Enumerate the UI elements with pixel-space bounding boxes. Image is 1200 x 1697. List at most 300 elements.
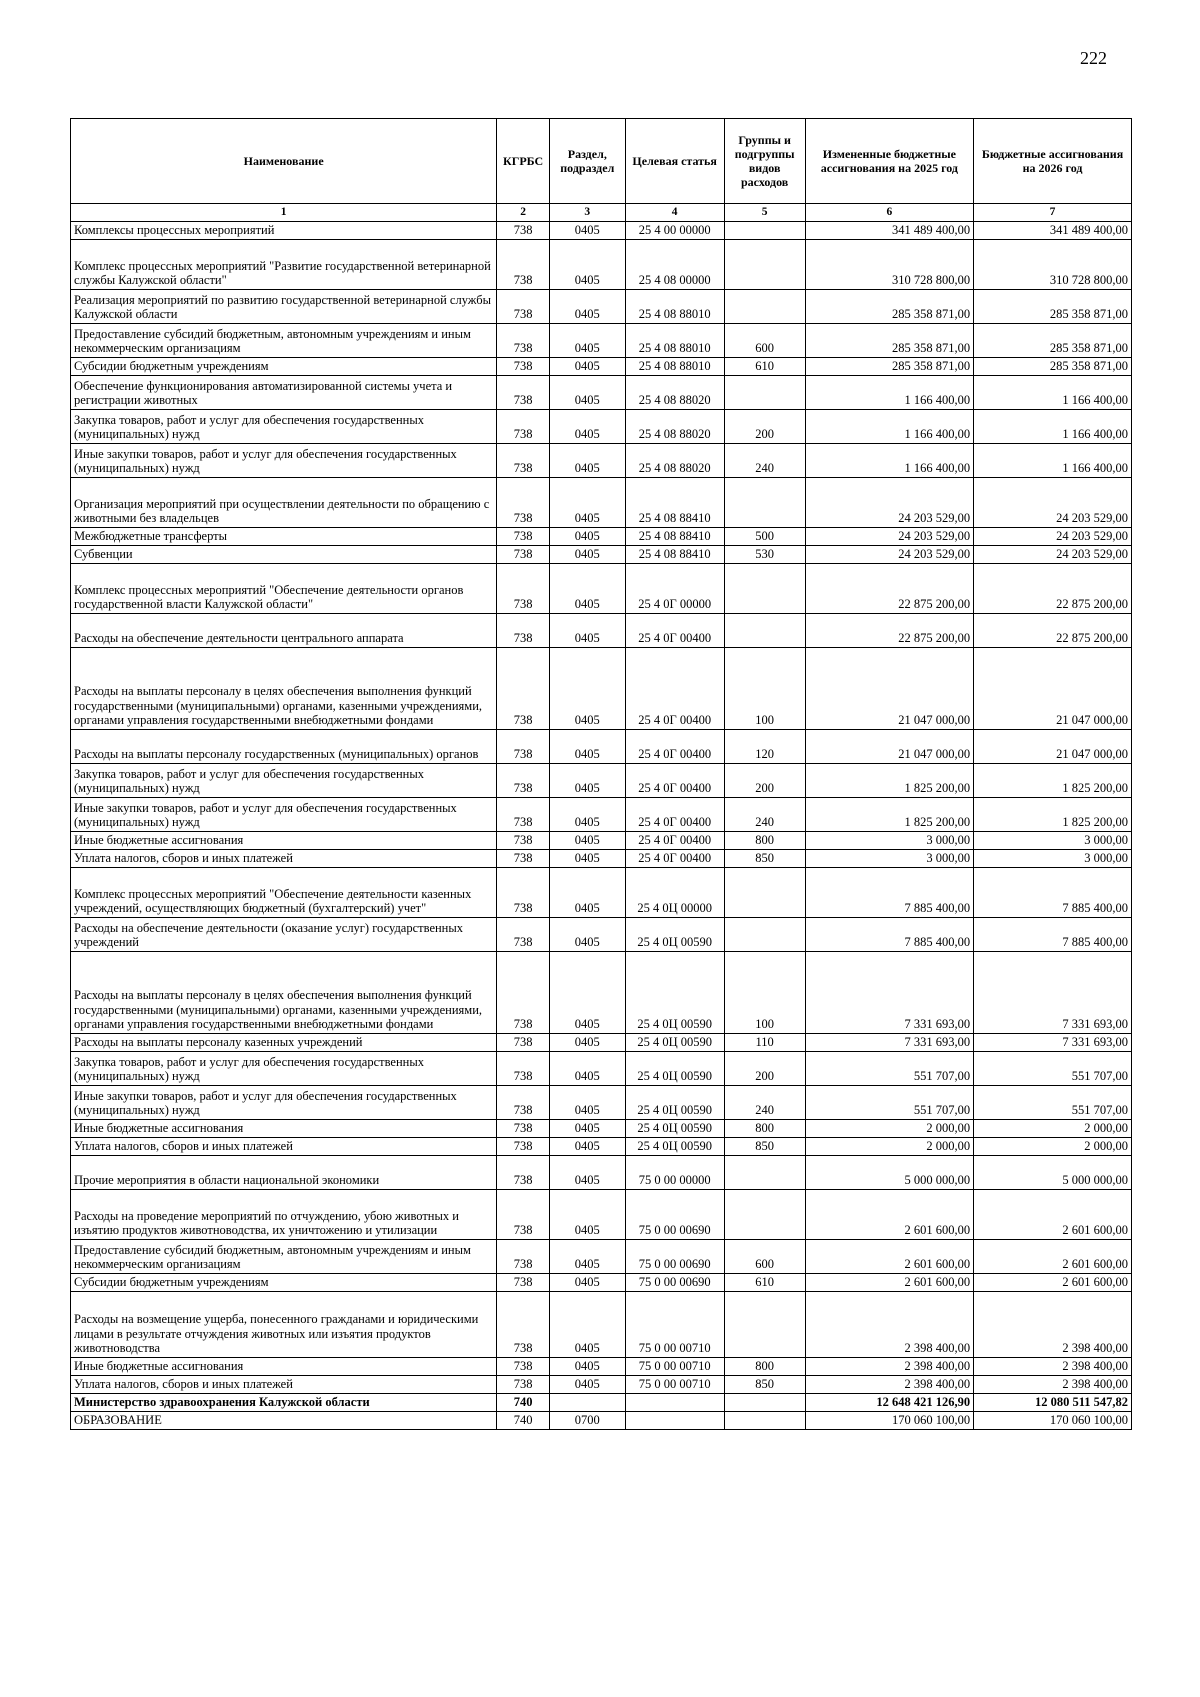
row-sum-2026: 1 166 400,00 <box>974 444 1132 478</box>
row-expense-type: 610 <box>724 1274 805 1292</box>
row-kgrbs: 738 <box>497 918 550 952</box>
row-sum-2026: 2 398 400,00 <box>974 1358 1132 1376</box>
row-sum-2026: 2 601 600,00 <box>974 1190 1132 1240</box>
row-sum-2026: 7 331 693,00 <box>974 1034 1132 1052</box>
row-sum-2026: 24 203 529,00 <box>974 528 1132 546</box>
table-row <box>71 324 1132 358</box>
row-target-article: 75 0 00 00710 <box>625 1292 724 1358</box>
row-razdel: 0405 <box>549 1358 625 1376</box>
budget-table <box>70 118 1132 1430</box>
row-target-article: 75 0 00 00690 <box>625 1190 724 1240</box>
row-name: Организация мероприятий при осуществлении деятельности по обращению с животными без владельцев <box>71 478 497 528</box>
row-razdel: 0405 <box>549 222 625 240</box>
row-name: Расходы на выплаты персоналу государственных (муниципальных) органов <box>71 730 497 764</box>
column-number: 5 <box>724 204 805 222</box>
row-name: Министерство здравоохранения Калужской области <box>71 1394 497 1412</box>
row-sum-2025: 551 707,00 <box>805 1086 973 1120</box>
row-sum-2026: 1 166 400,00 <box>974 376 1132 410</box>
row-kgrbs: 738 <box>497 764 550 798</box>
row-sum-2026: 21 047 000,00 <box>974 648 1132 730</box>
table-row <box>71 1034 1132 1052</box>
row-target-article: 25 4 0Г 00400 <box>625 832 724 850</box>
row-target-article: 75 0 00 00710 <box>625 1376 724 1394</box>
row-kgrbs: 738 <box>497 1138 550 1156</box>
row-kgrbs: 738 <box>497 1190 550 1240</box>
row-name: Комплекс процессных мероприятий "Обеспечение деятельности казенных учреждений, осуществляющих бюджетный (бухгалтерский) учет" <box>71 868 497 918</box>
row-name: Иные бюджетные ассигнования <box>71 1358 497 1376</box>
table-row <box>71 1292 1132 1358</box>
row-razdel: 0405 <box>549 850 625 868</box>
row-sum-2026: 12 080 511 547,82 <box>974 1394 1132 1412</box>
table-row <box>71 1052 1132 1086</box>
row-name: Субвенции <box>71 546 497 564</box>
row-sum-2026: 24 203 529,00 <box>974 478 1132 528</box>
row-sum-2026: 24 203 529,00 <box>974 546 1132 564</box>
row-target-article: 75 0 00 00000 <box>625 1156 724 1190</box>
row-razdel: 0405 <box>549 952 625 1034</box>
table-body <box>71 222 1132 1430</box>
row-sum-2025: 7 331 693,00 <box>805 1034 973 1052</box>
row-kgrbs: 738 <box>497 410 550 444</box>
row-sum-2026: 22 875 200,00 <box>974 614 1132 648</box>
row-sum-2025: 2 601 600,00 <box>805 1190 973 1240</box>
row-expense-type <box>724 478 805 528</box>
row-name: Расходы на обеспечение деятельности центрального аппарата <box>71 614 497 648</box>
row-name: Расходы на выплаты персоналу казенных учреждений <box>71 1034 497 1052</box>
row-expense-type <box>724 1156 805 1190</box>
row-sum-2026: 3 000,00 <box>974 850 1132 868</box>
row-name: Субсидии бюджетным учреждениям <box>71 358 497 376</box>
row-expense-type: 200 <box>724 764 805 798</box>
row-target-article: 25 4 0Ц 00000 <box>625 868 724 918</box>
row-target-article: 25 4 0Ц 00590 <box>625 1086 724 1120</box>
row-target-article: 25 4 0Ц 00590 <box>625 1138 724 1156</box>
row-razdel: 0405 <box>549 1240 625 1274</box>
row-sum-2025: 310 728 800,00 <box>805 240 973 290</box>
row-sum-2025: 551 707,00 <box>805 1052 973 1086</box>
row-name: Субсидии бюджетным учреждениям <box>71 1274 497 1292</box>
row-expense-type <box>724 222 805 240</box>
row-sum-2026: 2 000,00 <box>974 1138 1132 1156</box>
row-sum-2025: 341 489 400,00 <box>805 222 973 240</box>
column-number: 2 <box>497 204 550 222</box>
row-sum-2025: 2 601 600,00 <box>805 1240 973 1274</box>
row-razdel: 0405 <box>549 1138 625 1156</box>
row-kgrbs: 738 <box>497 290 550 324</box>
row-expense-type <box>724 614 805 648</box>
row-expense-type <box>724 1190 805 1240</box>
row-sum-2025: 1 166 400,00 <box>805 444 973 478</box>
row-razdel: 0405 <box>549 918 625 952</box>
row-sum-2025: 2 000,00 <box>805 1138 973 1156</box>
row-target-article: 25 4 0Г 00000 <box>625 564 724 614</box>
row-kgrbs: 738 <box>497 240 550 290</box>
row-sum-2025: 24 203 529,00 <box>805 478 973 528</box>
row-expense-type: 800 <box>724 1120 805 1138</box>
row-razdel: 0405 <box>549 478 625 528</box>
row-expense-type: 120 <box>724 730 805 764</box>
row-sum-2025: 285 358 871,00 <box>805 358 973 376</box>
row-sum-2025: 285 358 871,00 <box>805 324 973 358</box>
row-target-article: 25 4 0Г 00400 <box>625 648 724 730</box>
row-target-article: 25 4 08 88010 <box>625 290 724 324</box>
row-sum-2025: 1 825 200,00 <box>805 798 973 832</box>
row-expense-type: 800 <box>724 832 805 850</box>
table-row <box>71 1394 1132 1412</box>
column-number: 3 <box>549 204 625 222</box>
row-name: Закупка товаров, работ и услуг для обеспечения государственных (муниципальных) нужд <box>71 1052 497 1086</box>
row-expense-type: 850 <box>724 850 805 868</box>
row-expense-type: 110 <box>724 1034 805 1052</box>
row-kgrbs: 738 <box>497 222 550 240</box>
row-sum-2026: 310 728 800,00 <box>974 240 1132 290</box>
row-sum-2026: 1 825 200,00 <box>974 764 1132 798</box>
row-kgrbs: 738 <box>497 324 550 358</box>
column-number: 6 <box>805 204 973 222</box>
row-target-article: 25 4 08 88410 <box>625 478 724 528</box>
table-row <box>71 1412 1132 1430</box>
row-razdel: 0405 <box>549 798 625 832</box>
row-target-article: 75 0 00 00690 <box>625 1274 724 1292</box>
row-kgrbs: 738 <box>497 358 550 376</box>
row-sum-2025: 285 358 871,00 <box>805 290 973 324</box>
row-expense-type <box>724 290 805 324</box>
row-sum-2025: 7 885 400,00 <box>805 868 973 918</box>
row-kgrbs: 738 <box>497 478 550 528</box>
row-name: Обеспечение функционирования автоматизированной системы учета и регистрации животных <box>71 376 497 410</box>
row-kgrbs: 738 <box>497 528 550 546</box>
row-name: Предоставление субсидий бюджетным, автономным учреждениям и иным некоммерческим организациям <box>71 1240 497 1274</box>
row-expense-type: 240 <box>724 444 805 478</box>
table-row <box>71 918 1132 952</box>
row-expense-type <box>724 376 805 410</box>
row-sum-2026: 2 398 400,00 <box>974 1376 1132 1394</box>
row-kgrbs: 738 <box>497 1358 550 1376</box>
row-razdel: 0405 <box>549 376 625 410</box>
row-target-article: 25 4 08 88020 <box>625 444 724 478</box>
row-name: Уплата налогов, сборов и иных платежей <box>71 1138 497 1156</box>
row-razdel: 0405 <box>549 528 625 546</box>
row-expense-type: 100 <box>724 952 805 1034</box>
row-kgrbs: 738 <box>497 1086 550 1120</box>
row-razdel: 0405 <box>549 444 625 478</box>
row-target-article <box>625 1394 724 1412</box>
row-kgrbs: 738 <box>497 798 550 832</box>
row-sum-2026: 7 885 400,00 <box>974 918 1132 952</box>
row-razdel: 0405 <box>549 290 625 324</box>
column-number-row <box>71 204 1132 222</box>
row-target-article: 25 4 08 88410 <box>625 546 724 564</box>
row-name: Комплекс процессных мероприятий "Развитие государственной ветеринарной службы Калужской области" <box>71 240 497 290</box>
row-razdel: 0405 <box>549 1086 625 1120</box>
header-statya: Целевая статья <box>625 119 724 204</box>
table-row <box>71 1138 1132 1156</box>
row-sum-2026: 5 000 000,00 <box>974 1156 1132 1190</box>
row-razdel: 0405 <box>549 1376 625 1394</box>
row-razdel: 0405 <box>549 1156 625 1190</box>
row-razdel: 0405 <box>549 410 625 444</box>
row-kgrbs: 738 <box>497 376 550 410</box>
table-row <box>71 564 1132 614</box>
header-row <box>71 119 1132 204</box>
row-sum-2025: 3 000,00 <box>805 832 973 850</box>
row-target-article: 25 4 08 88410 <box>625 528 724 546</box>
row-sum-2025: 22 875 200,00 <box>805 614 973 648</box>
row-name: Прочие мероприятия в области национальной экономики <box>71 1156 497 1190</box>
table-row <box>71 850 1132 868</box>
table-row <box>71 1274 1132 1292</box>
row-target-article: 25 4 08 00000 <box>625 240 724 290</box>
row-target-article: 25 4 0Ц 00590 <box>625 1120 724 1138</box>
row-name: Иные закупки товаров, работ и услуг для обеспечения государственных (муниципальных) нужд <box>71 444 497 478</box>
row-name: Уплата налогов, сборов и иных платежей <box>71 850 497 868</box>
row-kgrbs: 738 <box>497 648 550 730</box>
table-row <box>71 1120 1132 1138</box>
row-kgrbs: 738 <box>497 564 550 614</box>
row-target-article: 25 4 08 88010 <box>625 358 724 376</box>
row-sum-2025: 2 398 400,00 <box>805 1376 973 1394</box>
table-row <box>71 764 1132 798</box>
row-razdel: 0405 <box>549 868 625 918</box>
table-row <box>71 1190 1132 1240</box>
row-expense-type <box>724 240 805 290</box>
row-name: Комплекс процессных мероприятий "Обеспечение деятельности органов государственной власти Калужской области" <box>71 564 497 614</box>
row-kgrbs: 740 <box>497 1412 550 1430</box>
row-razdel: 0405 <box>549 324 625 358</box>
row-target-article: 25 4 0Г 00400 <box>625 764 724 798</box>
table-row <box>71 1240 1132 1274</box>
table-row <box>71 546 1132 564</box>
table-row <box>71 798 1132 832</box>
row-razdel: 0405 <box>549 240 625 290</box>
row-sum-2026: 551 707,00 <box>974 1052 1132 1086</box>
row-name: Закупка товаров, работ и услуг для обеспечения государственных (муниципальных) нужд <box>71 410 497 444</box>
row-expense-type: 100 <box>724 648 805 730</box>
row-razdel: 0405 <box>549 648 625 730</box>
row-target-article: 25 4 08 88010 <box>625 324 724 358</box>
row-kgrbs: 738 <box>497 546 550 564</box>
row-name: ОБРАЗОВАНИЕ <box>71 1412 497 1430</box>
row-kgrbs: 738 <box>497 1376 550 1394</box>
table-row <box>71 614 1132 648</box>
table-row <box>71 1156 1132 1190</box>
row-sum-2025: 3 000,00 <box>805 850 973 868</box>
row-target-article: 25 4 00 00000 <box>625 222 724 240</box>
row-name: Предоставление субсидий бюджетным, автономным учреждениям и иным некоммерческим организациям <box>71 324 497 358</box>
row-sum-2025: 2 398 400,00 <box>805 1358 973 1376</box>
row-kgrbs: 738 <box>497 1274 550 1292</box>
row-kgrbs: 738 <box>497 1292 550 1358</box>
row-kgrbs: 738 <box>497 1052 550 1086</box>
row-target-article: 75 0 00 00710 <box>625 1358 724 1376</box>
row-sum-2025: 5 000 000,00 <box>805 1156 973 1190</box>
row-kgrbs: 738 <box>497 952 550 1034</box>
row-expense-type: 600 <box>724 1240 805 1274</box>
row-razdel: 0405 <box>549 358 625 376</box>
header-name: Наименование <box>71 119 497 204</box>
row-sum-2026: 170 060 100,00 <box>974 1412 1132 1430</box>
row-sum-2026: 341 489 400,00 <box>974 222 1132 240</box>
row-sum-2025: 1 825 200,00 <box>805 764 973 798</box>
row-expense-type: 800 <box>724 1358 805 1376</box>
row-expense-type: 600 <box>724 324 805 358</box>
table-row <box>71 1358 1132 1376</box>
row-kgrbs: 738 <box>497 868 550 918</box>
row-sum-2025: 2 601 600,00 <box>805 1274 973 1292</box>
row-sum-2026: 1 166 400,00 <box>974 410 1132 444</box>
row-target-article: 25 4 08 88020 <box>625 410 724 444</box>
row-name: Закупка товаров, работ и услуг для обеспечения государственных (муниципальных) нужд <box>71 764 497 798</box>
row-sum-2025: 21 047 000,00 <box>805 648 973 730</box>
row-sum-2025: 170 060 100,00 <box>805 1412 973 1430</box>
table-row <box>71 1086 1132 1120</box>
row-sum-2025: 24 203 529,00 <box>805 528 973 546</box>
row-sum-2025: 7 885 400,00 <box>805 918 973 952</box>
table-row <box>71 832 1132 850</box>
table-row <box>71 358 1132 376</box>
row-razdel: 0700 <box>549 1412 625 1430</box>
row-sum-2026: 2 000,00 <box>974 1120 1132 1138</box>
row-expense-type: 850 <box>724 1138 805 1156</box>
row-sum-2025: 21 047 000,00 <box>805 730 973 764</box>
row-sum-2025: 22 875 200,00 <box>805 564 973 614</box>
column-number: 4 <box>625 204 724 222</box>
row-razdel: 0405 <box>549 1292 625 1358</box>
row-razdel: 0405 <box>549 764 625 798</box>
row-name: Расходы на обеспечение деятельности (оказание услуг) государственных учреждений <box>71 918 497 952</box>
row-sum-2026: 7 331 693,00 <box>974 952 1132 1034</box>
row-kgrbs: 738 <box>497 1120 550 1138</box>
row-kgrbs: 738 <box>497 1034 550 1052</box>
row-target-article: 25 4 0Ц 00590 <box>625 1034 724 1052</box>
row-sum-2026: 21 047 000,00 <box>974 730 1132 764</box>
row-kgrbs: 738 <box>497 1240 550 1274</box>
row-target-article: 25 4 08 88020 <box>625 376 724 410</box>
row-name: Иные бюджетные ассигнования <box>71 1120 497 1138</box>
header-sum-2026: Бюджетные ассигнования на 2026 год <box>974 119 1132 204</box>
row-expense-type: 200 <box>724 410 805 444</box>
table-row <box>71 444 1132 478</box>
row-expense-type <box>724 1292 805 1358</box>
row-sum-2025: 7 331 693,00 <box>805 952 973 1034</box>
row-sum-2026: 2 601 600,00 <box>974 1240 1132 1274</box>
row-target-article: 25 4 0Ц 00590 <box>625 918 724 952</box>
row-target-article: 75 0 00 00690 <box>625 1240 724 1274</box>
row-expense-type <box>724 868 805 918</box>
page-number: 222 <box>1080 48 1107 68</box>
row-target-article: 25 4 0Ц 00590 <box>625 952 724 1034</box>
row-sum-2026: 285 358 871,00 <box>974 290 1132 324</box>
row-name: Уплата налогов, сборов и иных платежей <box>71 1376 497 1394</box>
table-row <box>71 648 1132 730</box>
row-name: Расходы на выплаты персоналу в целях обеспечения выполнения функций государственными (муниципальными) органами, казенными учреждениями, органами управления государственными внебюджетными фондами <box>71 648 497 730</box>
row-sum-2026: 285 358 871,00 <box>974 324 1132 358</box>
row-expense-type: 200 <box>724 1052 805 1086</box>
row-name: Иные закупки товаров, работ и услуг для обеспечения государственных (муниципальных) нужд <box>71 1086 497 1120</box>
table-row <box>71 290 1132 324</box>
row-name: Комплексы процессных мероприятий <box>71 222 497 240</box>
row-razdel: 0405 <box>549 1190 625 1240</box>
row-name: Расходы на выплаты персоналу в целях обеспечения выполнения функций государственными (муниципальными) органами, казенными учреждениями, органами управления государственными внебюджетными фондами <box>71 952 497 1034</box>
row-expense-type: 850 <box>724 1376 805 1394</box>
row-target-article: 25 4 0Г 00400 <box>625 730 724 764</box>
row-razdel: 0405 <box>549 614 625 648</box>
row-razdel: 0405 <box>549 564 625 614</box>
row-sum-2026: 3 000,00 <box>974 832 1132 850</box>
row-kgrbs: 738 <box>497 850 550 868</box>
header-razdel: Раздел, подраздел <box>549 119 625 204</box>
row-name: Иные бюджетные ассигнования <box>71 832 497 850</box>
row-razdel: 0405 <box>549 1034 625 1052</box>
row-expense-type <box>724 1412 805 1430</box>
row-razdel: 0405 <box>549 1274 625 1292</box>
row-sum-2026: 2 601 600,00 <box>974 1274 1132 1292</box>
row-expense-type: 240 <box>724 798 805 832</box>
row-target-article: 25 4 0Г 00400 <box>625 850 724 868</box>
table-row <box>71 868 1132 918</box>
table-row <box>71 730 1132 764</box>
row-sum-2025: 24 203 529,00 <box>805 546 973 564</box>
row-target-article: 25 4 0Г 00400 <box>625 798 724 832</box>
row-name: Расходы на проведение мероприятий по отчуждению, убою животных и изъятию продуктов животноводства, их уничтожению и утилизации <box>71 1190 497 1240</box>
row-sum-2025: 12 648 421 126,90 <box>805 1394 973 1412</box>
table-row <box>71 1376 1132 1394</box>
row-target-article: 25 4 0Г 00400 <box>625 614 724 648</box>
row-razdel: 0405 <box>549 1052 625 1086</box>
row-sum-2025: 1 166 400,00 <box>805 410 973 444</box>
row-kgrbs: 738 <box>497 444 550 478</box>
row-sum-2025: 1 166 400,00 <box>805 376 973 410</box>
column-number: 7 <box>974 204 1132 222</box>
row-razdel: 0405 <box>549 832 625 850</box>
row-expense-type: 610 <box>724 358 805 376</box>
row-expense-type: 530 <box>724 546 805 564</box>
header-kgrbs: КГРБС <box>497 119 550 204</box>
row-expense-type <box>724 918 805 952</box>
row-kgrbs: 740 <box>497 1394 550 1412</box>
row-expense-type: 500 <box>724 528 805 546</box>
row-name: Расходы на возмещение ущерба, понесенного гражданами и юридическими лицами в результате отчуждения животных или изъятия продуктов животноводства <box>71 1292 497 1358</box>
table-row <box>71 222 1132 240</box>
row-expense-type <box>724 1394 805 1412</box>
table-row <box>71 410 1132 444</box>
row-target-article: 25 4 0Ц 00590 <box>625 1052 724 1086</box>
row-expense-type: 240 <box>724 1086 805 1120</box>
row-razdel: 0405 <box>549 730 625 764</box>
row-name: Иные закупки товаров, работ и услуг для обеспечения государственных (муниципальных) нужд <box>71 798 497 832</box>
row-sum-2025: 2 000,00 <box>805 1120 973 1138</box>
header-sum-2025: Измененные бюджетные ассигнования на 2025 год <box>805 119 973 204</box>
row-kgrbs: 738 <box>497 1156 550 1190</box>
row-razdel <box>549 1394 625 1412</box>
table-row <box>71 478 1132 528</box>
table-row <box>71 376 1132 410</box>
row-kgrbs: 738 <box>497 614 550 648</box>
row-sum-2026: 285 358 871,00 <box>974 358 1132 376</box>
row-sum-2025: 2 398 400,00 <box>805 1292 973 1358</box>
row-target-article <box>625 1412 724 1430</box>
row-razdel: 0405 <box>549 546 625 564</box>
table-row <box>71 528 1132 546</box>
row-kgrbs: 738 <box>497 832 550 850</box>
row-expense-type <box>724 564 805 614</box>
header-vid: Группы и подгруппы видов расходов <box>724 119 805 204</box>
column-number: 1 <box>71 204 497 222</box>
row-razdel: 0405 <box>549 1120 625 1138</box>
table-row <box>71 240 1132 290</box>
row-sum-2026: 551 707,00 <box>974 1086 1132 1120</box>
row-name: Реализация мероприятий по развитию государственной ветеринарной службы Калужской области <box>71 290 497 324</box>
